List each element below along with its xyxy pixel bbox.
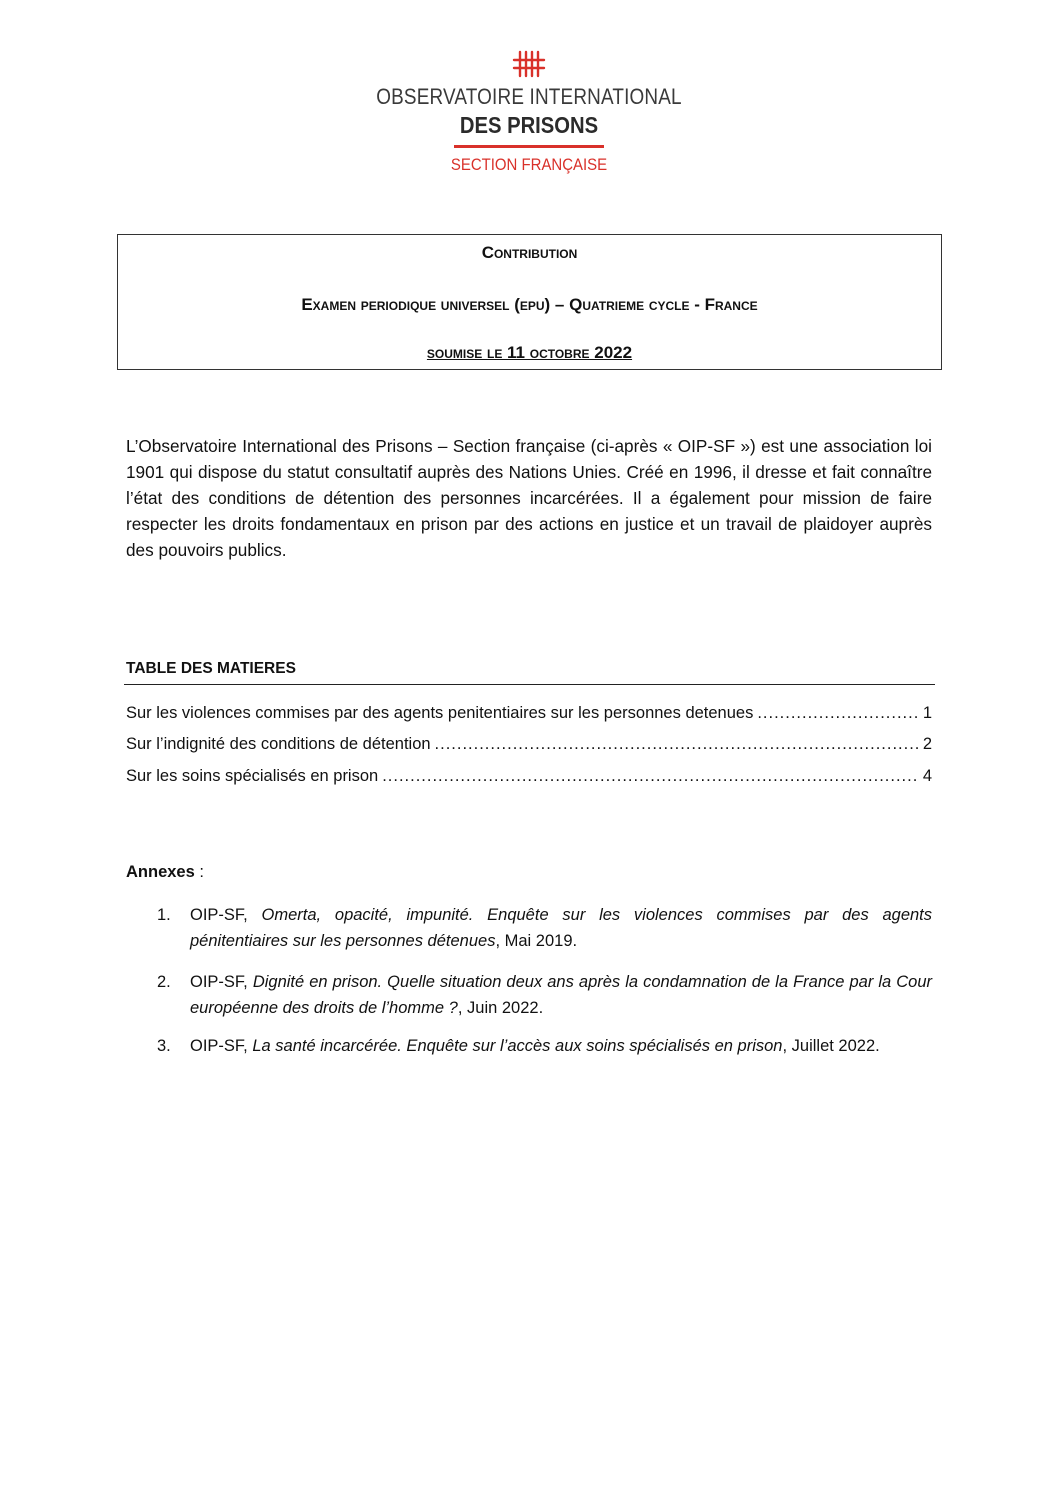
annex-item [157, 1033, 932, 1059]
annex-title: La santé incarcérée. Enquête sur l’accès aux soins spécialisés en prison [252, 1037, 783, 1055]
annex-author: OIP-SF, [190, 1037, 253, 1055]
logo-divider [454, 145, 604, 148]
toc-divider [124, 684, 935, 685]
toc-entry-label: Sur les soins spécialisés en prison [126, 767, 379, 785]
title-contribution: Contribution [481, 243, 578, 262]
toc-entry[interactable] [126, 704, 932, 723]
annexes-heading-label: Annexes [126, 863, 195, 881]
annex-item [157, 902, 933, 954]
toc-heading: TABLE DES MATIERES [126, 660, 296, 677]
annexes-heading [126, 863, 204, 882]
logo-text-line1: OBSERVATOIRE INTERNATIONAL [376, 84, 682, 109]
annex-title: Omerta, opacité, impunité. Enquête sur les violences commises par des agents pénitentiaires sur les personnes détenues [190, 906, 933, 950]
toc-entry[interactable] [126, 735, 932, 754]
toc-entry-label: Sur les violences commises par des agents penitentiaires sur les personnes detenues [126, 704, 754, 722]
toc-dot-leader [382, 767, 919, 786]
annex-title: Dignité en prison. Quelle situation deux ans après la condamnation de la France par la Cour européenne des droits de l’homme ? [190, 973, 933, 1017]
title-examen: Examen periodique universel (epu) – Quatrieme cycle - France [301, 295, 758, 314]
toc-entry-page: 1 [922, 704, 932, 722]
toc-entry-label: Sur l’indignité des conditions de détention [126, 735, 431, 753]
annexes-heading-colon: : [194, 863, 204, 881]
toc-entry-page: 2 [922, 735, 932, 753]
annex-author: OIP-SF, [190, 906, 262, 924]
logo [0, 50, 1058, 175]
logo-text-line3: SECTION FRANÇAISE [450, 155, 608, 174]
toc-entry[interactable] [126, 767, 932, 786]
tally-marks-icon [511, 50, 547, 78]
toc-dot-leader [435, 735, 919, 754]
toc-dot-leader [757, 704, 918, 723]
annex-date: , Mai 2019. [495, 932, 578, 950]
toc-entry-page: 4 [922, 767, 932, 785]
annex-number: 2. [157, 973, 171, 991]
annex-author: OIP-SF, [190, 973, 253, 991]
title-date: soumise le 11 octobre 2022 [426, 343, 633, 362]
annex-date: , Juillet 2022. [782, 1037, 880, 1055]
annex-number: 1. [157, 906, 171, 924]
annex-number: 3. [157, 1037, 171, 1055]
title-box [117, 234, 942, 370]
intro-paragraph: L’Observatoire International des Prisons – Section française (ci-après « OIP-SF ») est une association loi 1901 qui dispose du statut consultatif auprès des Nations Unies. Créé en 1996, il dresse et fait connaître l’état des conditions de détention des personnes incarcérées. Il a également pour mission de faire respecter les droits fondamentaux en prison par des actions en justice et un travail de plaidoyer auprès des pouvoirs publics. [126, 436, 932, 560]
annex-item [157, 969, 933, 1021]
annex-date: , Juin 2022. [457, 999, 544, 1017]
logo-text-line2: DES PRISONS [459, 112, 599, 138]
